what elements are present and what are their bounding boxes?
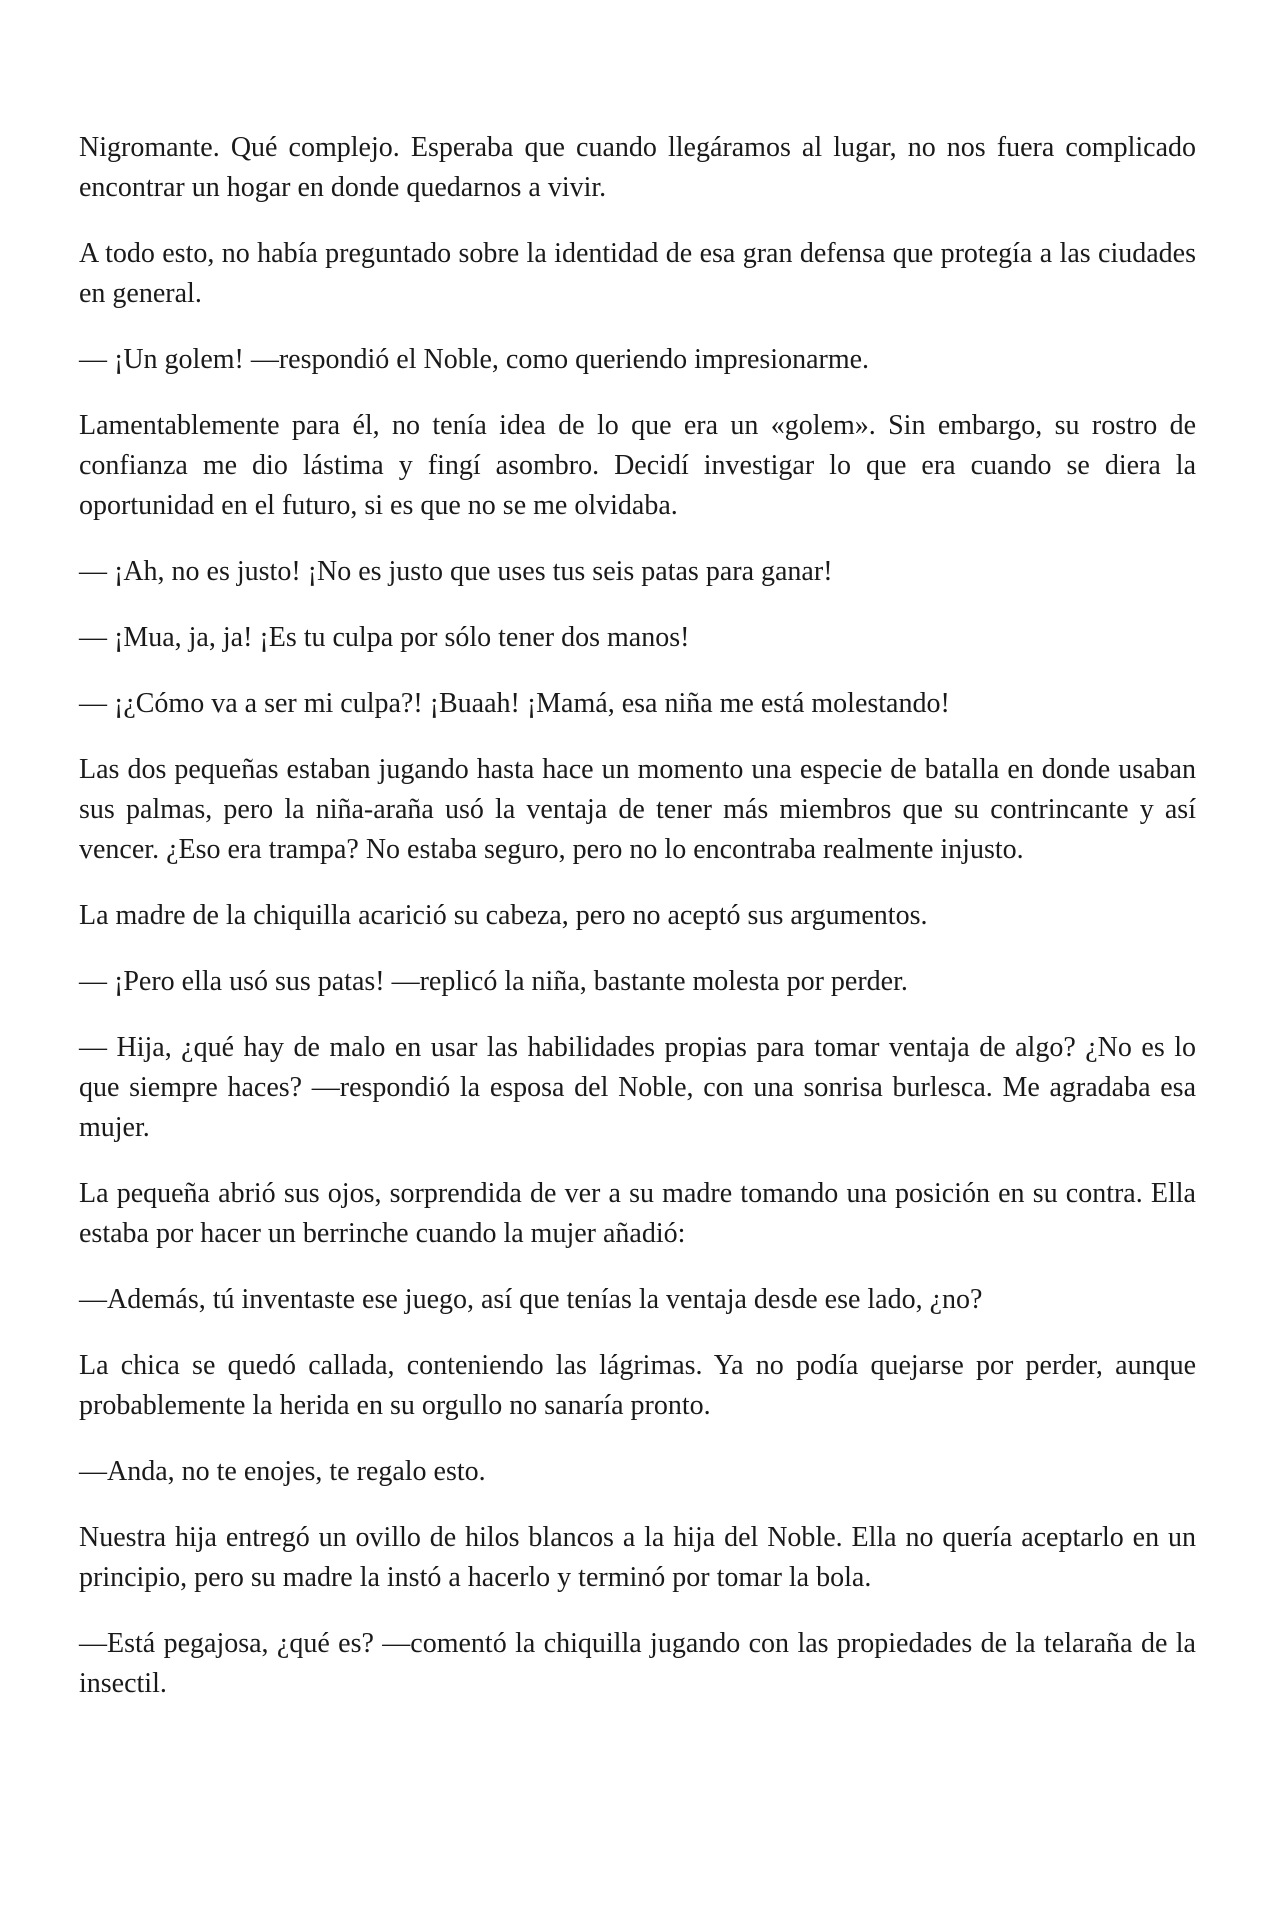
- paragraph: —Anda, no te enojes, te regalo esto.: [79, 1456, 486, 1487]
- paragraph: — ¡¿Cómo va a ser mi culpa?! ¡Buaah! ¡Mamá, esa niña me está molestando!: [79, 688, 950, 719]
- paragraph: —Además, tú inventaste ese juego, así que tenías la ventaja desde ese lado, ¿no?: [79, 1284, 983, 1315]
- paragraph: — Hija, ¿qué hay de malo en usar las habilidades propias para tomar ventaja de algo? ¿No es lo que siempre haces? —respondió la esposa del Noble, con una sonrisa burlesca. Me agradaba esa mujer.: [79, 1032, 1196, 1143]
- document-page: [79, 128, 1196, 1704]
- paragraph: Lamentablemente para él, no tenía idea de lo que era un «golem». Sin embargo, su rostro de confianza me dio lástima y fingí asombro. Decidí investigar lo que era cuando se diera la oportunidad en el futuro, si es que no se me olvidaba.: [79, 410, 1196, 521]
- paragraph: La pequeña abrió sus ojos, sorprendida de ver a su madre tomando una posición en su contra. Ella estaba por hacer un berrinche cuando la mujer añadió:: [79, 1178, 1196, 1249]
- paragraph: — ¡Un golem! —respondió el Noble, como queriendo impresionarme.: [79, 344, 870, 375]
- paragraph: La madre de la chiquilla acarició su cabeza, pero no aceptó sus argumentos.: [79, 900, 928, 931]
- paragraph: Las dos pequeñas estaban jugando hasta hace un momento una especie de batalla en donde usaban sus palmas, pero la niña-araña usó la ventaja de tener más miembros que su contrincante y así vencer. ¿Eso era trampa? No estaba seguro, pero no lo encontraba realmente injusto.: [79, 754, 1196, 865]
- paragraph: La chica se quedó callada, conteniendo las lágrimas. Ya no podía quejarse por perder, aunque probablemente la herida en su orgullo no sanaría pronto.: [79, 1350, 1196, 1421]
- paragraph: Nuestra hija entregó un ovillo de hilos blancos a la hija del Noble. Ella no quería aceptarlo en un principio, pero su madre la instó a hacerlo y terminó por tomar la bola.: [79, 1522, 1196, 1593]
- paragraph: Nigromante. Qué complejo. Esperaba que cuando llegáramos al lugar, no nos fuera complicado encontrar un hogar en donde quedarnos a vivir.: [79, 132, 1196, 203]
- paragraph: A todo esto, no había preguntado sobre la identidad de esa gran defensa que protegía a las ciudades en general.: [79, 238, 1196, 309]
- paragraph: — ¡Mua, ja, ja! ¡Es tu culpa por sólo tener dos manos!: [79, 622, 690, 653]
- paragraph: — ¡Pero ella usó sus patas! —replicó la niña, bastante molesta por perder.: [79, 966, 908, 997]
- paragraph: —Está pegajosa, ¿qué es? —comentó la chiquilla jugando con las propiedades de la telaraña de la insectil.: [79, 1628, 1196, 1699]
- paragraph: — ¡Ah, no es justo! ¡No es justo que uses tus seis patas para ganar!: [79, 556, 833, 587]
